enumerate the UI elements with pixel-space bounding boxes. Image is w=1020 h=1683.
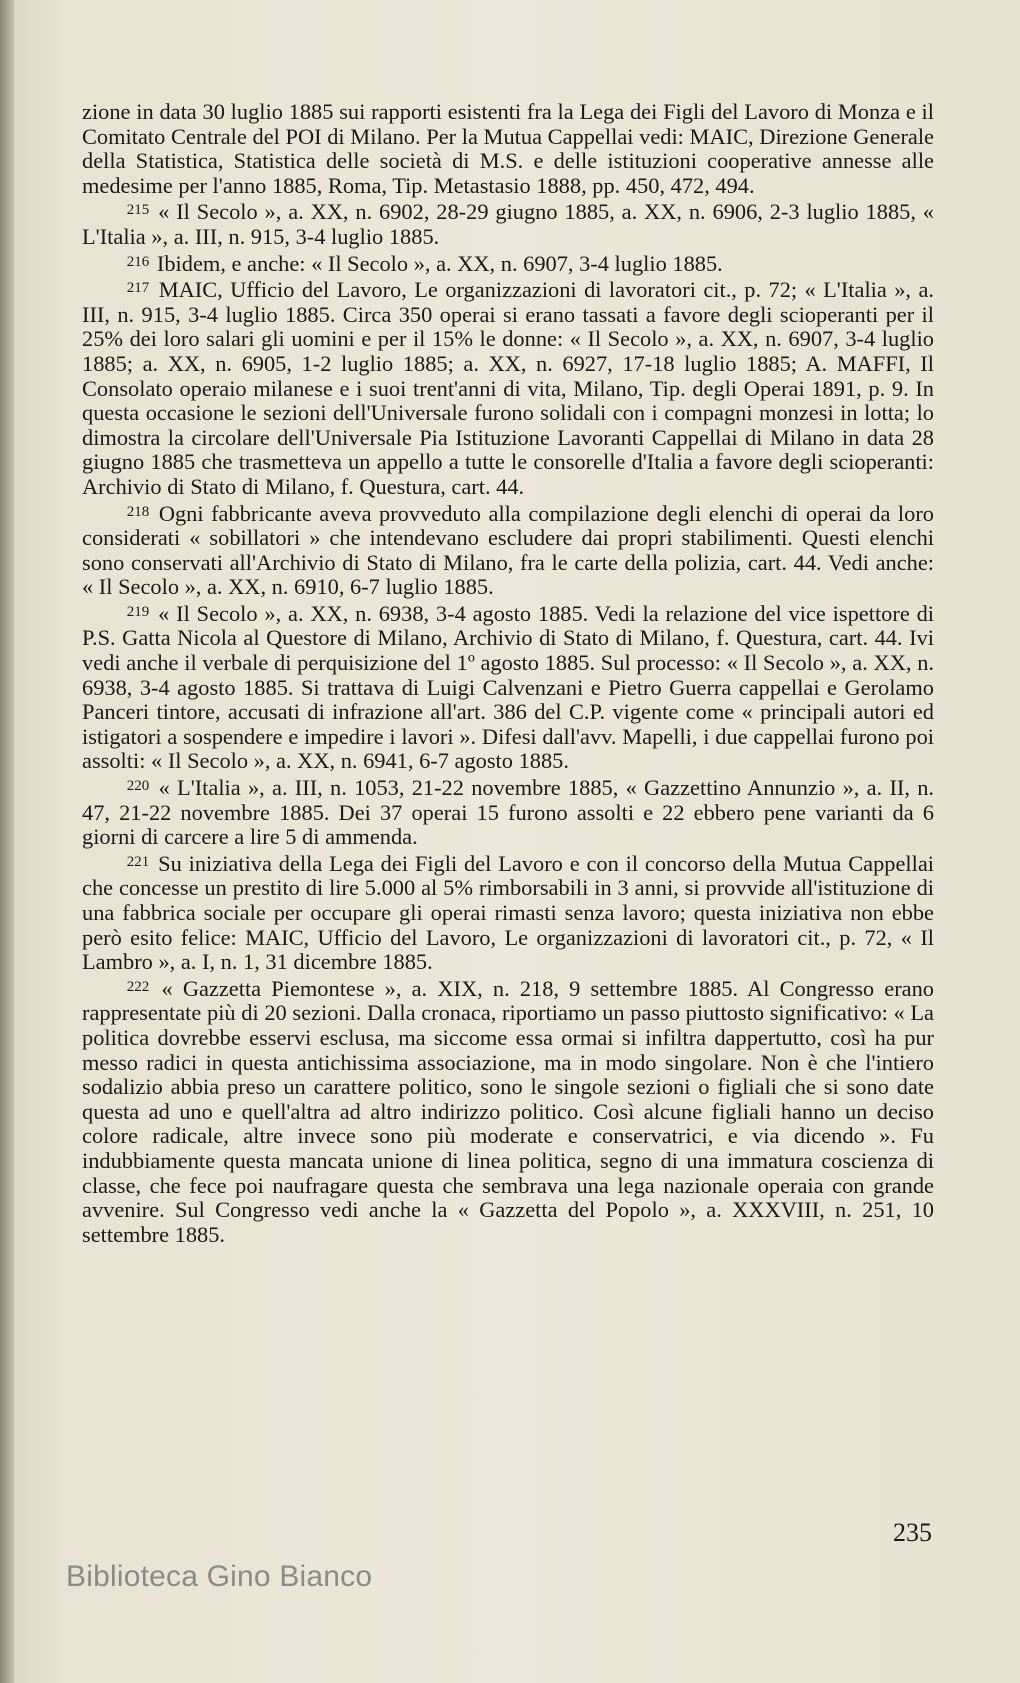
spine-shadow: [0, 0, 14, 1683]
footnote-text: MAIC, Ufficio del Lavoro, Le organizzazioni di lavoratori cit., p. 72; « L'Italia », a. III, n. 915, 3-4 luglio 1885. Circa 350 operai si erano tassati a favore degli scioperanti per il 25% dei loro salari gli uomini e per il 15% le donne: « Il Secolo », a. XX, n. 6907, 3-4 luglio 1885; a. XX, n. 6905, 1-2 luglio 1885; a. XX, n. 6927, 17-18 luglio 1885; A. MAFFI, Il Consolato operaio milanese e i suoi trent'anni di vita, Milano, Tip. degli Operai 1891, p. 9. In questa occasione le sezioni dell'Universale furono solidali con i compagni monzesi in lotta; lo dimostra la circolare dell'Universale Pia Istituzione Lavoranti Cappellai di Milano in data 28 giugno 1885 che trasmetteva un appello a tutte le consorelle d'Italia a favore degli scioperanti: Archivio di Stato di Milano, f. Questura, cart. 44.: [82, 277, 934, 499]
footnote-number: 218: [126, 503, 150, 520]
footnote-218: [82, 500, 934, 600]
footnote-219: [82, 600, 934, 774]
footnotes-block: [82, 100, 934, 1247]
footnote-number: 222: [126, 978, 150, 995]
footnote-216: [82, 250, 934, 277]
footnote-text: Ogni fabbricante aveva provveduto alla compilazione degli elenchi di operai da loro considerati « sobillatori » che intendevano escludere dai propri stabilimenti. Questi elenchi sono conservati all'Archivio di Stato di Milano, fra le carte della polizia, cart. 44. Vedi anche: « Il Secolo », a. XX, n. 6910, 6-7 luglio 1885.: [82, 500, 934, 600]
footnote-222: [82, 975, 934, 1248]
footnote-number: 219: [126, 603, 150, 620]
footnote-215: [82, 198, 934, 249]
footnote-text: « L'Italia », a. III, n. 1053, 21-22 novembre 1885, « Gazzettino Annunzio », a. II, n. 47, 21-22 novembre 1885. Dei 37 operai 15 furono assolti e 22 ebbero pene varianti da 6 giorni di carcere a lire 5 di ammenda.: [82, 775, 934, 850]
footnote-221: [82, 850, 934, 975]
footnote-text: « Il Secolo », a. XX, n. 6938, 3-4 agosto 1885. Vedi la relazione del vice ispettore di P.S. Gatta Nicola al Questore di Milano, Archivio di Stato di Milano, f. Questura, cart. 44. Ivi vedi anche il verbale di perquisizione del 1º agosto 1885. Sul processo: « Il Secolo », a. XX, n. 6938, 3-4 agosto 1885. Si trattava di Luigi Calvenzani e Pietro Guerra cappellai e Gerolamo Panceri tintore, accusati di infrazione all'art. 386 del C.P. vigente come « principali autori ed istigatori a sospendere e impedire i lavori ». Difesi dall'avv. Mapelli, i due cappellai furono poi assolti: « Il Secolo », a. XX, n. 6941, 6-7 agosto 1885.: [82, 600, 934, 774]
footnote-number: 217: [126, 280, 150, 297]
footnote-continuation: zione in data 30 luglio 1885 sui rapporti esistenti fra la Lega dei Figli del Lavoro di Monza e il Comitato Centrale del POI di Milano. Per la Mutua Cappellai vedi: MAIC, Direzione Generale della Statistica, Statistica delle società di M.S. e delle istituzioni cooperative annesse alle medesime per l'anno 1885, Roma, Tip. Metastasio 1888, pp. 450, 472, 494.: [82, 99, 934, 198]
footnote-number: 215: [126, 202, 150, 219]
footnote-text: Ibidem, e anche: « Il Secolo », a. XX, n. 6907, 3-4 luglio 1885.: [156, 250, 723, 276]
library-watermark: Biblioteca Gino Bianco: [66, 1560, 373, 1593]
footnote-220: [82, 774, 934, 850]
footnote-217: [82, 276, 934, 499]
footnote-text: « Gazzetta Piemontese », a. XIX, n. 218, 9 settembre 1885. Al Congresso erano rappresentate più di 20 sezioni. Dalla cronaca, riportiamo un passo piuttosto significativo: « La politica dovrebbe esservi esclusa, ma siccome essa ormai si infiltra dappertutto, così ha pur messo radici in questa antichissima associazione, ma in modo singolare. Non è che l'intiero sodalizio abbia preso un carattere politico, sono le singole sezioni o figliali che si sono date questa ad uno e quell'altra ad altro indirizzo politico. Così alcune figliali hanno un deciso colore radicale, altre invece sono più moderate e conservatrici, e via dicendo ». Fu indubbiamente questa mancata unione di linea politica, segno di una immatura coscienza di classe, che fece poi naufragare questa che sembrava una lega nazionale operaia con grande avvenire. Sul Congresso vedi anche la « Gazzetta del Popolo », a. XXXVIII, n. 251, 10 settembre 1885.: [82, 975, 934, 1247]
page-number: 235: [893, 1518, 932, 1547]
footnote-number: 216: [126, 253, 150, 270]
footnote-number: 221: [126, 853, 150, 870]
footnote-text: Su iniziativa della Lega dei Figli del Lavoro e con il concorso della Mutua Cappellai che concesse un prestito di lire 5.000 al 5% rimborsabili in 3 anni, si provvide all'istituzione di una fabbrica sociale per occupare gli operai rimasti senza lavoro; questa iniziativa non ebbe però esito felice: MAIC, Ufficio del Lavoro, Le organizzazioni di lavoratori cit., p. 72, « Il Lambro », a. I, n. 1, 31 dicembre 1885.: [82, 850, 934, 975]
footnote-text: « Il Secolo », a. XX, n. 6902, 28-29 giugno 1885, a. XX, n. 6906, 2-3 luglio 1885, « L'Italia », a. III, n. 915, 3-4 luglio 1885.: [82, 199, 934, 249]
footnote-number: 220: [126, 778, 150, 795]
